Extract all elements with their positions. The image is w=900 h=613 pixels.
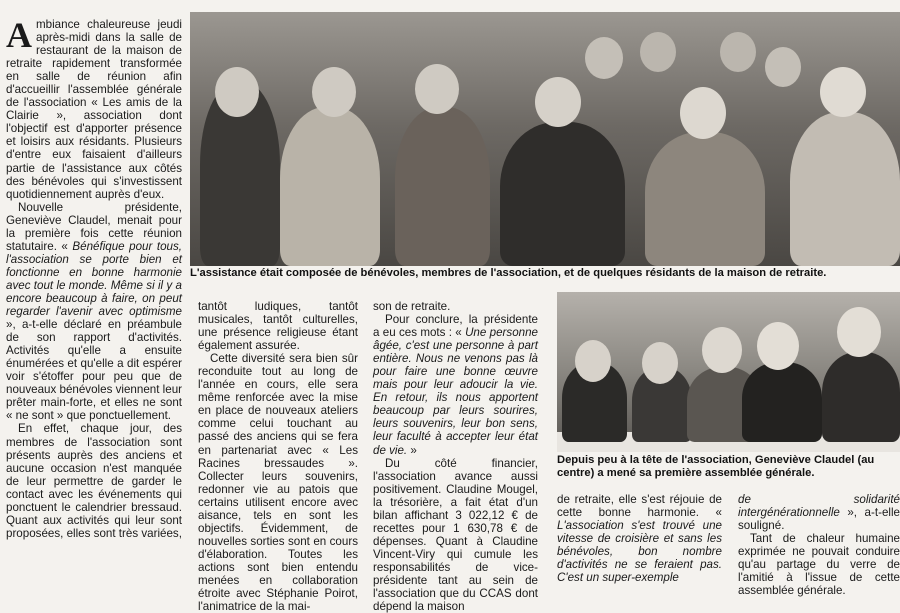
photo-caption: L'assistance était composée de bénévoles, membres de l'association, et de quelques résidants de la maison de retraite.	[190, 267, 827, 279]
photo-caption: Depuis peu à la tête de l'association, Geneviève Claudel (au centre) a mené sa première assemblée générale.	[557, 454, 875, 479]
article-paragraph: Ambiance chaleureuse jeudi après-midi dans la salle de restaurant de la maison de retraite rapidement transformée en salle de réunion afin d'accueillir l'assemblée générale de l'association « Les amis de la Clairie », association dont l'objectif est d'apporter présence et loisirs aux résidants. Plusieurs d'entre eux faisaient d'ailleurs partie de l'assistance aux côtés des bénévoles qui s'investissent quotidiennement auprès d'eux.	[6, 15, 182, 201]
article-paragraph: Cette diversité sera bien sûr reconduite tout au long de l'année en cours, elle sera même renforcée avec la mise en place de nouveaux ateliers comme celui touchant au passé des anciens qui se fera en partenariat avec « Les Racines bressaudes ». Collecter leurs souvenirs, redonner vie au patois que certains utilisent encore avec aisance, tels en sont les objectifs. Évidemment, de nouvelles sorties sont en cours d'élaboration. Toutes les actions sont bien entendu menées en collaboration étroite avec Stéphanie Poirot, l'animatrice de la mai-	[198, 352, 358, 613]
article-column-1	[6, 15, 182, 600]
article-column-2	[198, 300, 358, 613]
drop-cap: A	[6, 15, 32, 55]
article-column-3	[373, 300, 538, 613]
article-paragraph: de retraite, elle s'est réjouie de cette bonne harmonie. « L'association s'est trouvé une vitesse de croisière et sans les bénévoles, bon nombre d'activités ne se feraient pas. C'est un super-exemple	[557, 493, 722, 585]
assembly-audience-photo	[190, 12, 900, 266]
article-paragraph: son de retraite.	[373, 300, 451, 313]
article-paragraph: Du côté financier, l'association avance aussi positivement. Claudine Mougel, la trésorière, a fait état d'un bilan affichant 3 022,12 € de recettes pour 1 630,78 € de dépenses. Quant à Claudine Vincent-Viry qui cumule les responsabilités de vice-présidente tant au sein de l'association que du CCAS dont dépend la maison	[373, 456, 538, 613]
article-paragraph: Tant de chaleur humaine exprimée ne pouvait conduire qu'au partage du verre de l'amitié à l'issue de cette assemblée générale.	[738, 532, 900, 598]
board-table-photo	[557, 292, 900, 452]
article-paragraph: de solidarité intergénérationnelle », a-t-elle souligné.	[738, 493, 900, 533]
article-column-5	[738, 493, 900, 600]
article-paragraph: Nouvelle présidente, Geneviève Claudel, menait pour la première fois cette réunion statutaire. « Bénéfique pour tous, l'association se porte bien et fonctionne en bonne harmonie avec tout le monde. Même si il y a encore beaucoup à faire, on peut regarder l'avenir avec optimisme », a-t-elle déclaré en préambule de son rapport d'activités. Activités qu'elle a ensuite énumérées et qu'elle a dit espérer voir s'étoffer pour peu que de nouveaux bénévoles viennent leur prêter main-forte, et elles ne sont « ne sont » que ponctuellement.	[6, 200, 182, 423]
article-paragraph: tantôt ludiques, tantôt musicales, tantôt culturelles, une présence religieuse étant également assurée.	[198, 300, 358, 353]
article-paragraph: Pour conclure, la présidente a eu ces mots : « Une personne âgée, c'est une personne à part entière. Nous ne venons pas là pour faire une bonne œuvre mais pour leur adoucir la vie. En retour, ils nous apportent beaucoup par leurs sourires, leurs souvenirs, leur bon sens, leur faculté à accepter leur état de vie. »	[373, 313, 538, 457]
article-paragraph: En effet, chaque jour, des membres de l'association sont présents auprès des anciens et aucune occasion n'est manquée de leur permettre de garder le contact avec les événements qui ponctuent le calendrier bressaud. Quant aux activités qui leur sont proposées, elles sont très variées,	[6, 422, 182, 540]
article-column-4	[557, 493, 722, 600]
